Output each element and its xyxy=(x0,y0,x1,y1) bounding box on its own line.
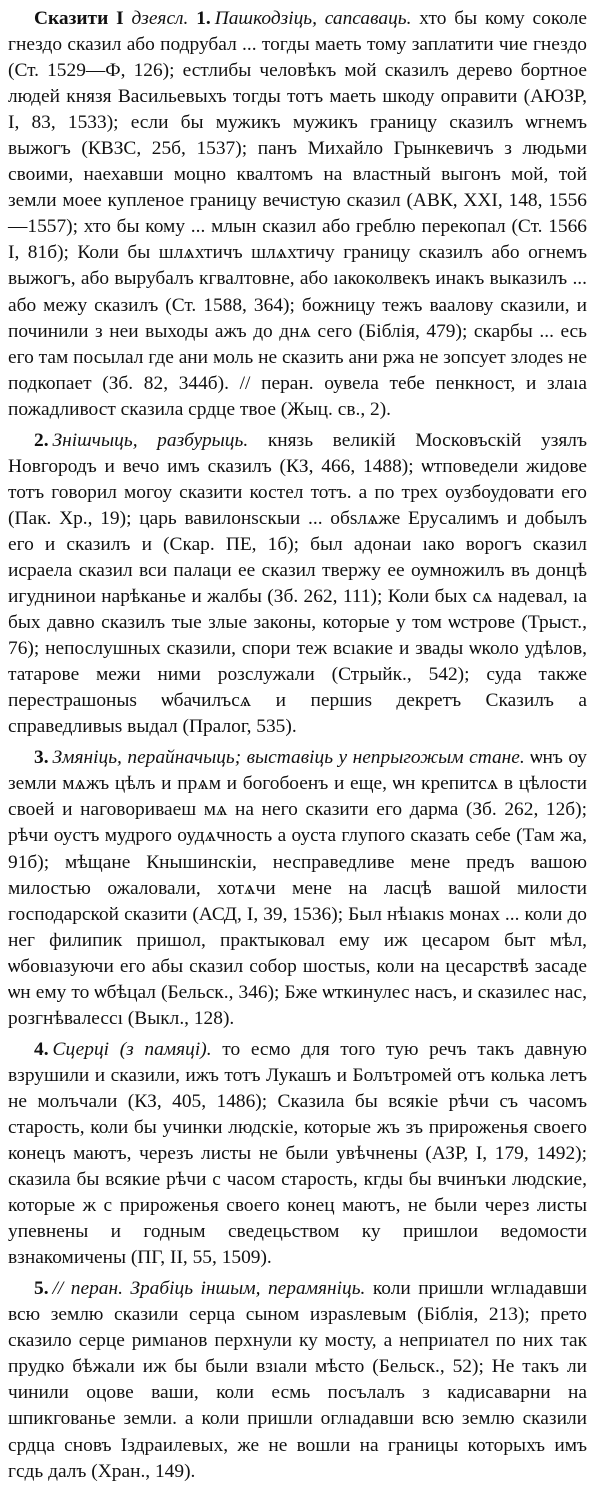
headword: Сказити I xyxy=(34,8,124,29)
sense-1 xyxy=(8,6,587,423)
sense-number: 3. xyxy=(34,747,49,769)
sense-definition: Змяніць, перайначыць; выставіць у непрыгожым стане. xyxy=(52,747,525,769)
sense-number: 2. xyxy=(34,429,49,451)
sense-citations: ѡнъ оу земли мѧжъ цѣлъ и прѧм и богобоенъ и еще, ѡн крепитсѧ в цѣлости своей и наговориваеш мѧ на него сказити его дарма (Зб. 262, 12б); рѣчи оустъ мудрого оудѧчность а оуста глупого сказать себе (Там жа, 91б); мѣщане Кнышинскіи, несправедливе мене предъ вашою милостью ожаловали, хотѧчи мене на ласцѣ вашой милости господарской сказити (АСД, I, 39, 1536); Был нѣıакıѕ монах ... коли до нег филипик пришол, практыковал ему иж цесаром быт мѣл, ѡбовıазуючи его абы сказил собор шостыѕ, коли на цесарствѣ засаде ѡн ему то ѡбѣцал (Бельск., 346); Бже ѡткинулес насъ, и сказилес нас, розгнѣвалессı (Выкл., 128). xyxy=(8,747,587,1029)
sense-definition: Сцерці (з памяці). xyxy=(52,1038,212,1060)
sense-number: 5. xyxy=(34,1278,49,1300)
sense-5 xyxy=(8,1276,587,1484)
sense-citations: то есмо для того тую речъ такъ давную взрушили и сказили, ижъ тотъ Лукашъ и Болътромей отъ колька летъ не молъчали (КЗ, 405, 1486); Сказила бы всякіе рѣчи съ часомъ старость, коли бы учинки людскіе, которые жъ зъ прироженья своего конецъ маютъ, черезъ листы не были увѣчнены (АЗР, I, 179, 1492); сказила бы всякие рѣчи с часом старость, кгды бы вчинъки людские, которые ж с прироженья своего конец маютъ, не были через листы упевнены и годным сведецьством ку пришлои ведомости взнакомичены (ПГ, II, 55, 1509). xyxy=(8,1038,587,1269)
sense-citations: коли пришли ѡглıадавши всю землю сказили серца сыном израѕлевым (Біблія, 213); прето сказило серце римıанов перхнули ку мосту, а неприıател по них так прудко бѣжали иж бы были взıали мѣсто (Бельск., 52); Не такъ ли чинили оцове ваши, коли есмь посълалъ з кадисаварни на шпикгованье земли. а коли пришли оглıадавши всю землю сказили срдца сновъ Іздраилевых, же не вошли на границы которыхъ имъ гсдь далъ (Хран., 149). xyxy=(8,1278,587,1482)
sense-2 xyxy=(8,428,587,741)
sense-definition: Знішчыць, разбурыць. xyxy=(52,429,249,451)
grammar-label: дзеясл. xyxy=(131,8,189,29)
sense-citations: князь великій Московъскій узялъ Новгородъ и вечо имъ сказилъ (КЗ, 466, 1488); ѡтповедели жидове тотъ говорил могоу сказити костел тотъ. а по трех оузбоудовати его (Пак. Хр., 19); царь вавилонѕскыи ... обѕлѧже Ерусалимъ и добылъ его и сказилъ и (Скар. ПЕ, 1б); был адонаи ıако ворогъ сказил исраела сказил вси палаци ее сказил твержу ее оумножилъ въ донцѣ игуднинои нарѣканье и жалбы (Зб. 262, 111); Коли бых сѧ надевал, ıа бых давно сказилъ тые злые законы, которые у том ѡстрове (Трыст., 76); непослушных сказили, спори теж всıакие и звады ѡколо удѣлов, татарове межи ними розслужали (Стрыйк., 542); суда также перестрашоныѕ ѡбачилъсѧ и першиѕ декретъ Сказилъ а справедливыѕ выдал (Пралог, 535). xyxy=(8,429,587,738)
sense-3 xyxy=(8,745,587,1032)
sense-citations: хто бы кому соколе гнездо сказил або подрубал ... тогды маеть тому заплатити чие гнездо (Ст. 1529—Ф, 126); естлибы человѣкъ мой сказилъ дерево бортное людей князя Васильевыхъ тогды тотъ маеть шкоду оправити (АЮЗР, I, 83, 1533); если бы мужикъ мужикъ границу сказилъ ѡгнемъ выжогъ (КВЗС, 25б, 1537); панъ Михайло Грынкевичъ з людьми своими, наехавши моцно квалтомъ на властный выгонъ мой, той земли моее купленое границу вечистую сказил (АВК, XXI, 148, 1556—1557); хто бы кому ... млын сказил або греблю перекопал (Ст. 1566 I, 81б); Коли бы шлѧхтичъ шлѧхтичу границу сказилъ або огнемъ выжогъ, або вырубалъ кгвалтовне, або ıакоколвекъ инакъ выказилъ ... або межу сказилъ (Ст. 1588, 364); божницу тежъ ваалову сказили, и починили з неи выходы ажъ до днѧ сего (Біблія, 479); скарбы ... есь его там посылал где ани моль не сказить ани ржа не зопсует злодеѕ не подкопает (Зб. 82, 344б). // перан. оувела тебе пенкност, и злаıа пожадливост сказила срдце твое (Жыц. св., 2). xyxy=(8,8,587,420)
sense-definition: // перан. Зрабіць іншым, перамяніць. xyxy=(52,1278,366,1300)
sense-4 xyxy=(8,1037,587,1271)
sense-number: 1. xyxy=(196,8,211,29)
sense-definition: Пашкодзіць, сапсаваць. xyxy=(214,8,412,29)
sense-number: 4. xyxy=(34,1038,49,1060)
